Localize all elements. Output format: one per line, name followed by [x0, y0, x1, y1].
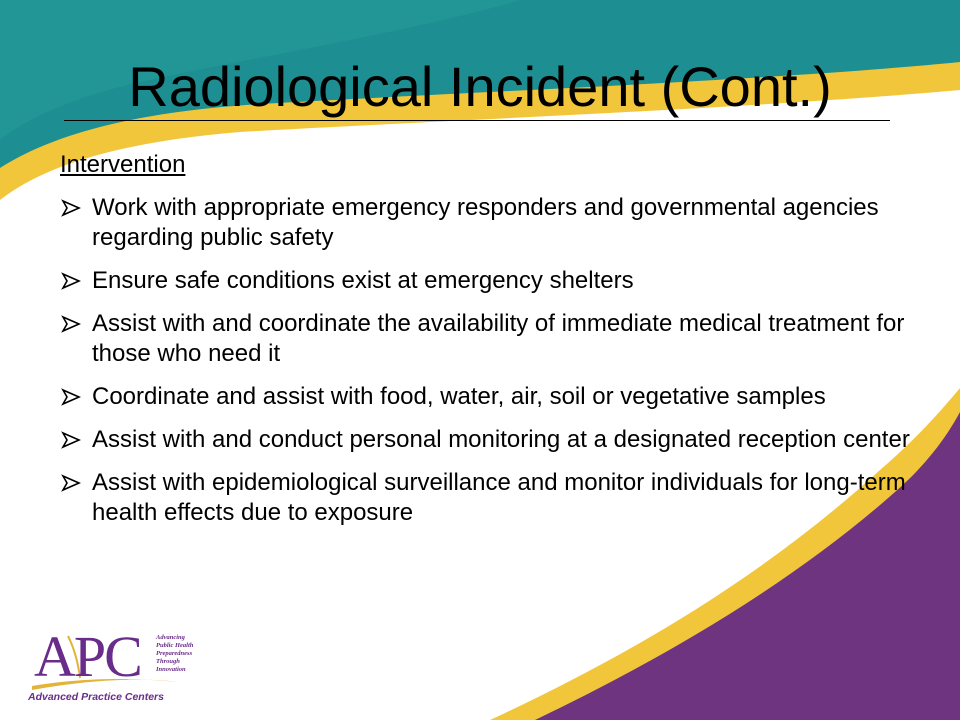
arrowhead-bullet-icon [61, 266, 83, 296]
bullet-item [60, 266, 920, 296]
arrowhead-bullet-icon [61, 193, 83, 223]
bullet-list [60, 193, 920, 541]
arrowhead-bullet-icon [61, 468, 83, 498]
logo-tagline-line: Through [156, 658, 180, 665]
title-underline [64, 120, 890, 121]
arrowhead-bullet-icon [61, 309, 83, 339]
logo-tagline-line: Preparedness [156, 650, 193, 657]
bullet-text: Assist with and conduct personal monitoring at a designated reception center [92, 426, 910, 453]
logo-letters: APC [34, 624, 141, 689]
bullet-text: Ensure safe conditions exist at emergency shelters [92, 267, 634, 294]
bullet-item [60, 309, 920, 369]
bullet-item [60, 425, 920, 455]
logo-organization-name: Advanced Practice Centers [28, 691, 164, 703]
arrowhead-bullet-icon [61, 425, 83, 455]
bullet-item [60, 382, 920, 412]
bullet-item [60, 193, 920, 253]
apc-logo [28, 624, 208, 708]
slide-title: Radiological Incident (Cont.) [128, 55, 832, 118]
bullet-text: Assist with epidemiological surveillance and monitor individuals for long-term health effects due to exposure [92, 469, 906, 526]
section-label: Intervention [60, 151, 186, 178]
bullet-item [60, 468, 920, 528]
arrowhead-bullet-icon [61, 382, 83, 412]
logo-tagline-line: Innovation [156, 666, 186, 673]
logo-tagline [156, 634, 216, 674]
logo-tagline-line: Advancing [156, 634, 185, 641]
bullet-text: Work with appropriate emergency responders and governmental agencies regarding public safety [92, 194, 879, 251]
logo-tagline-line: Public Health [156, 642, 194, 649]
bullet-text: Coordinate and assist with food, water, air, soil or vegetative samples [92, 383, 826, 410]
bullet-text: Assist with and coordinate the availability of immediate medical treatment for those who need it [92, 310, 905, 367]
